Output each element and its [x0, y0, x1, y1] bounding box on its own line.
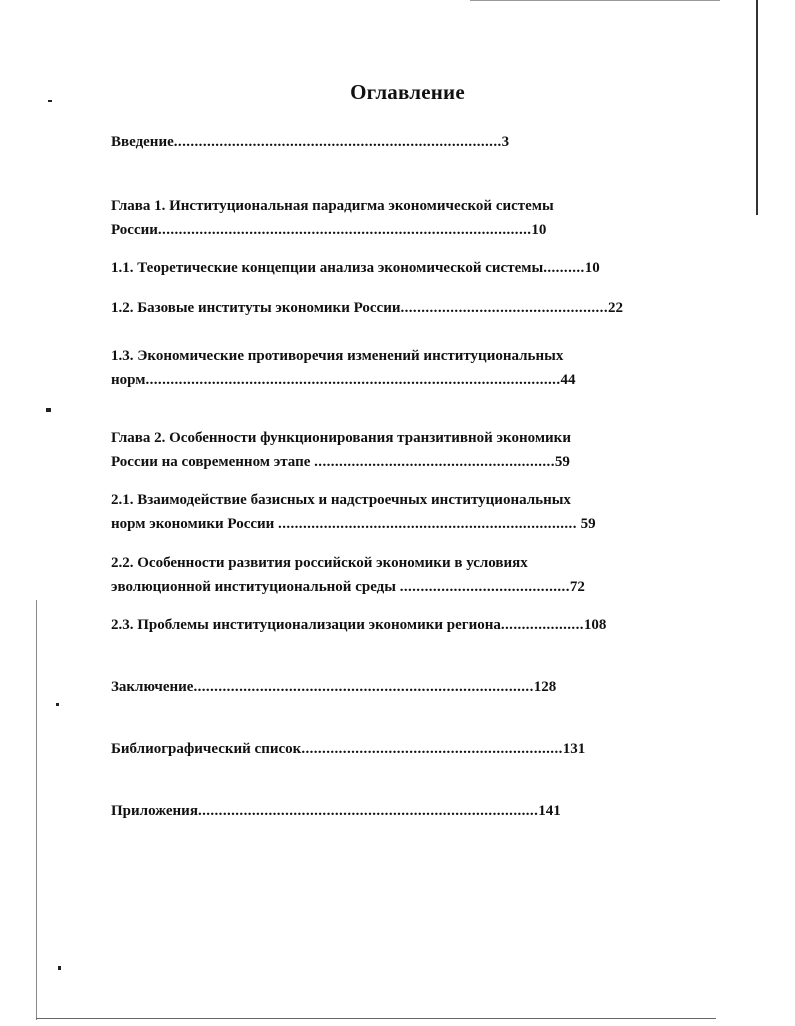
toc-entry-bibliography [111, 737, 585, 761]
entry-title-line-1: Глава 1. Институциональная парадигма экономической системы [111, 198, 554, 214]
leader-dots: .................................................................................................... [145, 372, 561, 388]
toc-entry-chapter-1 [111, 194, 554, 242]
toc-entry-section-1-2 [111, 296, 623, 320]
page-number: 128 [533, 679, 557, 695]
page-number: 3 [501, 134, 510, 150]
scan-speck [46, 408, 51, 412]
entry-title-line-2: норм экономики России [111, 516, 279, 532]
scan-artifact-right-border [756, 0, 758, 215]
entry-title: Заключение [111, 679, 194, 695]
leader-dots: .................................................................................. [197, 803, 539, 819]
page-title: Оглавление [350, 80, 465, 104]
scan-speck [56, 703, 59, 706]
entry-title-line-2: России [111, 222, 158, 238]
scan-speck [58, 966, 61, 970]
entry-title-line-1: Глава 2. Особенности функционирования транзитивной экономики [111, 430, 571, 446]
entry-title-line-2: норм [111, 372, 146, 388]
leader-dots: ............................................................................... [173, 134, 502, 150]
page-number: 108 [583, 617, 607, 633]
leader-dots: .......................................................... [314, 454, 555, 470]
page-number: 72 [569, 579, 585, 595]
entry-title-line-2: эволюционной институциональной среды [111, 579, 400, 595]
page-number: 141 [538, 803, 561, 819]
leader-dots: ........................................................................ [278, 516, 577, 532]
page-number: 131 [562, 741, 586, 757]
toc-entry-section-1-1 [111, 256, 600, 280]
page-number: 22 [607, 300, 623, 316]
toc-entry-section-2-1 [111, 488, 596, 536]
scan-artifact-bottom-line [36, 1018, 716, 1019]
toc-entry-conclusion [111, 675, 556, 699]
page-number: 10 [531, 222, 547, 238]
scan-artifact-left-border [36, 600, 37, 1020]
entry-title: 2.3. Проблемы институционализации экономики региона [111, 617, 501, 633]
entry-title-line-1: 2.2. Особенности развития российской экономики в условиях [111, 555, 528, 571]
toc-entry-chapter-2 [111, 426, 571, 474]
entry-title-line-1: 1.3. Экономические противоречия изменений институциональных [111, 348, 564, 364]
page-number: 10 [584, 260, 600, 276]
entry-title-line-2: России на современном этапе [111, 454, 315, 470]
page-number: 59 [554, 454, 570, 470]
toc-entry-section-1-3 [111, 344, 575, 392]
leader-dots: ......................................... [399, 579, 570, 595]
toc-entry-introduction [111, 130, 509, 154]
page-number: 59 [576, 516, 596, 532]
entry-title: 1.1. Теоретические концепции анализа экономической системы [111, 260, 544, 276]
scan-artifact-top-line [470, 0, 720, 1]
entry-title-line-1: 2.1. Взаимодействие базисных и надстроечных институциональных [111, 492, 571, 508]
entry-title: Приложения [111, 803, 198, 819]
toc-entry-section-2-3 [111, 613, 606, 637]
leader-dots: .................... [500, 617, 584, 633]
page-number: 44 [560, 372, 576, 388]
leader-dots: .................................................. [400, 300, 608, 316]
leader-dots: .......................................................................................... [157, 222, 532, 238]
entry-title: 1.2. Базовые институты экономики России [111, 300, 401, 316]
leader-dots: .......... [543, 260, 585, 276]
entry-title: Библиографический список [111, 741, 302, 757]
leader-dots: ............................................................... [301, 741, 563, 757]
leader-dots: .................................................................................. [193, 679, 534, 695]
entry-title: Введение [111, 134, 174, 150]
toc-entry-section-2-2 [111, 551, 585, 599]
toc-entry-appendices [111, 799, 561, 823]
